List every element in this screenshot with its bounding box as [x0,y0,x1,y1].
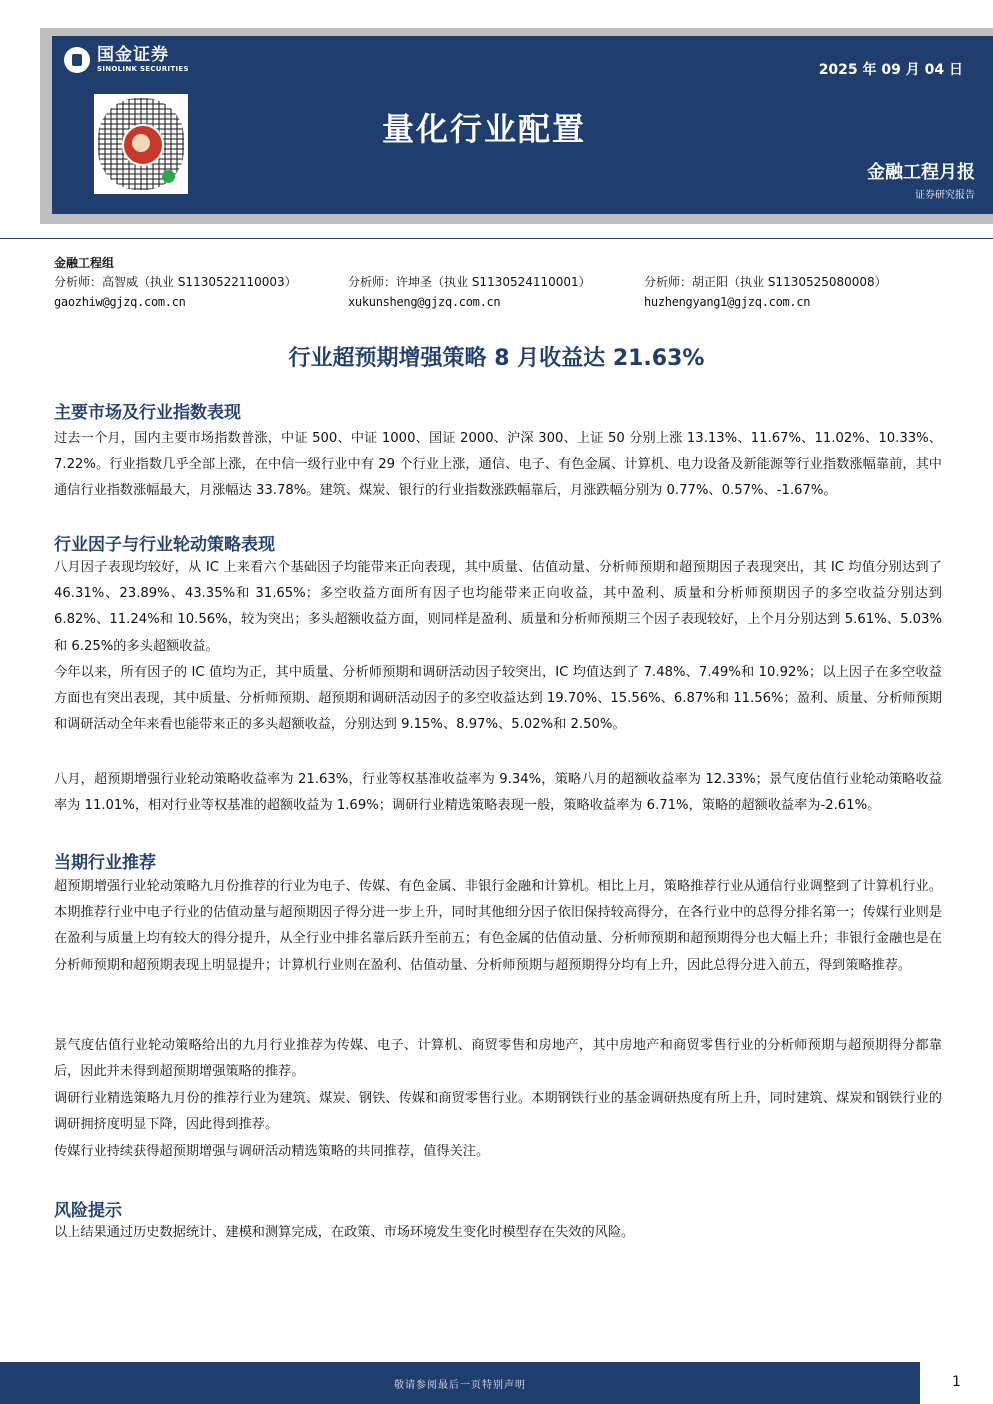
mini-program-qr-code [94,94,188,194]
paragraph: 八月因子表现均较好，从 IC 上来看六个基础因子均能带来正向表现，其中质量、估值动量、分析师预期和超预期因子表现突出，其 IC 均值分别达到了 46.31%、23.89%、43.35%和 31.65%；多空收益方面所有因子也均能带来正向收益，其中盈利、质量和分析师预期因子的多空收益分别达到 6.82%、11.24%和 10.56%，较为突出；多头超额收益方面，则同样是盈利、质量和分析师预期三个因子表现较好，上个月分别达到 5.61%、5.03%和 6.25%的多头超额收益。 [54,560,942,654]
section-title-factors: 行业因子与行业轮动策略表现 [54,535,275,555]
section-title-recommendations: 当期行业推荐 [54,853,156,873]
paragraph: 以上结果通过历史数据统计、建模和测算完成，在政策、市场环境发生变化时模型存在失效的风险。 [54,1225,635,1240]
report-headline: 行业超预期增强策略 8 月收益达 21.63% [288,346,705,371]
logo-name-cn: 国金证券 [97,45,169,65]
analyst-email[interactable]: huzhengyang1@gjzq.com.cn [644,295,811,309]
analyst-3 [644,273,887,309]
paragraph: 景气度估值行业轮动策略给出的九月行业推荐为传媒、电子、计算机、商贸零售和房地产，其中房地产和商贸零售行业的分析师预期与超预期得分都靠后，因此并未得到超预期增强策略的推荐。 [54,1038,942,1080]
analyst-1 [54,273,297,309]
logo-name-en: SINOLINK SECURITIES [97,65,189,73]
section-title-risk: 风险提示 [54,1201,122,1221]
analyst-email[interactable]: gaozhiw@gjzq.com.cn [54,295,186,309]
paragraph: 今年以来，所有因子的 IC 值均为正，其中质量、分析师预期和调研活动因子较突出，IC 均值达到了 7.48%、7.49%和 10.92%；以上因子在多空收益方面也有突出表现，其中质量、分析师预期、超预期和调研活动因子的多空收益达到 19.70%、15.56%、6.87%和 11.56%；盈利、质量、分析师预期和调研活动全年来看也能带来正的多头超额收益，分别达到 9.15%、8.97%、5.02%和 2.50%。 [54,665,942,733]
report-date: 2025 年 09 月 04 日 [818,62,963,78]
report-type: 金融工程月报 [867,162,975,183]
logo-icon [64,47,90,73]
qr-center-logo-icon [122,124,164,166]
analyst-email[interactable]: xukunsheng@gjzq.com.cn [348,295,501,309]
analyst-label: 分析师：胡正阳（执业 S1130525080008） [644,275,887,289]
company-logo [64,44,189,76]
report-subtype: 证券研究报告 [915,190,975,201]
report-title: 量化行业配置 [382,110,587,148]
paragraph: 超预期增强行业轮动策略九月份推荐的行业为电子、传媒、有色金属、非银行金融和计算机。相比上月，策略推荐行业从通信行业调整到了计算机行业。本期推荐行业中电子行业的估值动量与超预期因子得分进一步上升，同时其他细分因子依旧保持较高得分，在各行业中的总得分排名第一；传媒行业则是在盈利与质量上均有较大的得分提升，从全行业中排名靠后跃升至前五；有色金属的估值动量、分析师预期和超预期得分也大幅上升；非银行金融也是在分析师预期和超预期表现上明显提升；计算机行业则在盈利、估值动量、分析师预期与超预期得分均有上升，因此总得分进入前五，得到策略推荐。 [54,879,942,973]
wechat-icon [162,170,175,183]
footer-disclaimer-note[interactable]: 敬请参阅最后一页特别声明 [394,1380,526,1391]
paragraph: 过去一个月，国内主要市场指数普涨，中证 500、中证 1000、国证 2000、沪深 300、上证 50 分别上涨 13.13%、11.67%、11.02%、10.33%、7.22%。行业指数几乎全部上涨，在中信一级行业中有 29 个行业上涨，通信、电子、有色金属、计算机、电力设备及新能源等行业指数涨幅靠前，其中通信行业指数涨幅最大，月涨幅达 33.78%。建筑、煤炭、银行的行业指数涨跌幅靠后，月涨跌幅分别为 0.77%、0.57%、-1.67%。 [54,431,942,499]
analyst-label: 分析师：高智威（执业 S1130522110003） [54,275,297,289]
section-title-market: 主要市场及行业指数表现 [54,403,241,423]
analyst-2 [348,273,591,309]
paragraph: 传媒行业持续获得超预期增强与调研活动精选策略的共同推荐，值得关注。 [54,1144,490,1159]
team-name: 金融工程组 [54,256,115,270]
paragraph: 八月，超预期增强行业轮动策略收益率为 21.63%，行业等权基准收益率为 9.34%，策略八月的超额收益率为 12.33%；景气度估值行业轮动策略收益率为 11.01%，相对行业等权基准的超额收益为 1.69%；调研行业精选策略表现一般，策略收益率为 6.71%，策略的超额收益率为-2.61%。 [54,772,942,814]
analyst-label: 分析师：许坤圣（执业 S1130524110001） [348,275,591,289]
header-divider [0,238,993,239]
page-number: 1 [952,1374,961,1390]
paragraph: 调研行业精选策略九月份的推荐行业为建筑、煤炭、钢铁、传媒和商贸零售行业。本期钢铁行业的基金调研热度有所上升，同时建筑、煤炭和钢铁行业的调研拥挤度明显下降，因此得到推荐。 [54,1091,942,1133]
